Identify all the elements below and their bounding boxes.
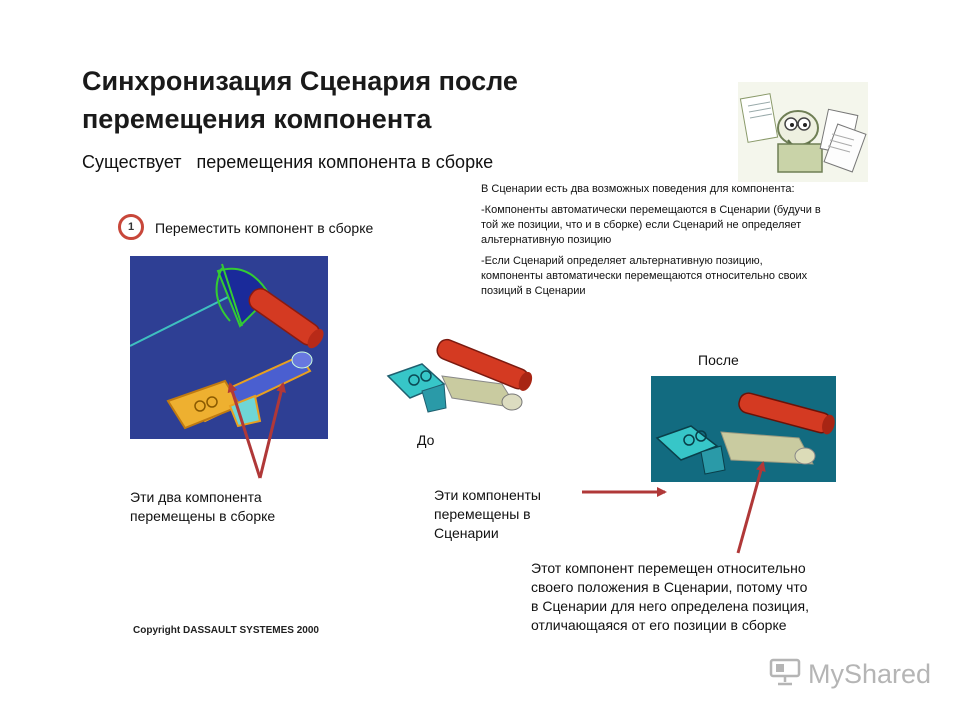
assembly-parts-caption (130, 488, 275, 526)
before-label: До (417, 432, 435, 448)
scenario-caption-line-3: Сценарии (434, 525, 499, 541)
scenario-caption-line-2: перемещены в (434, 506, 531, 522)
step-number-badge: 1 (118, 214, 144, 240)
assembly-caption-line-1: Эти два компонента (130, 489, 262, 505)
assembly-move-image (130, 256, 328, 439)
relative-move-caption (531, 559, 809, 635)
note-paragraph-2: -Компоненты автоматически перемещаются в Сценарии (будучи в той же позиции, что и в сборке) если Сценарий не определяет альтернативную позицию (481, 204, 821, 246)
title-line-2: перемещения компонента (82, 104, 432, 134)
watermark-text: MyShared (808, 659, 932, 689)
after-label: После (698, 352, 739, 368)
scenario-behavior-note (481, 182, 821, 305)
scenario-parts-caption (434, 486, 541, 543)
after-scenario-image (651, 376, 836, 482)
subtitle: Существует перемещения компонента в сборке (82, 152, 494, 172)
title-line-1: Синхронизация Сценария после (82, 66, 518, 96)
watermark (768, 656, 931, 693)
note-paragraph-1: В Сценарии есть два возможных поведения для компонента: (481, 183, 795, 195)
assembly-caption-line-2: перемещены в сборке (130, 508, 276, 524)
relative-caption-line-3: в Сценарии для него определена позиция, (531, 598, 809, 614)
before-scenario-image (382, 336, 540, 422)
thinking-cartoon-icon (738, 82, 868, 182)
copyright-notice: Copyright DASSAULT SYSTEMES 2000 (133, 625, 319, 636)
step-instruction: Переместить компонент в сборке (155, 220, 374, 236)
scenario-caption-line-1: Эти компоненты (434, 487, 541, 503)
projector-icon (768, 656, 802, 693)
page-title (82, 62, 702, 138)
relative-caption-line-4: отличающаяся от его позиции в сборке (531, 617, 787, 633)
relative-caption-line-1: Этот компонент перемещен относительно (531, 560, 806, 576)
note-paragraph-3: -Если Сценарий определяет альтернативную позицию, компоненты автоматически перемещаются относительно своих позиций в Сценарии (481, 255, 808, 297)
relative-caption-line-2: своего положения в Сценарии, потому что (531, 579, 808, 595)
